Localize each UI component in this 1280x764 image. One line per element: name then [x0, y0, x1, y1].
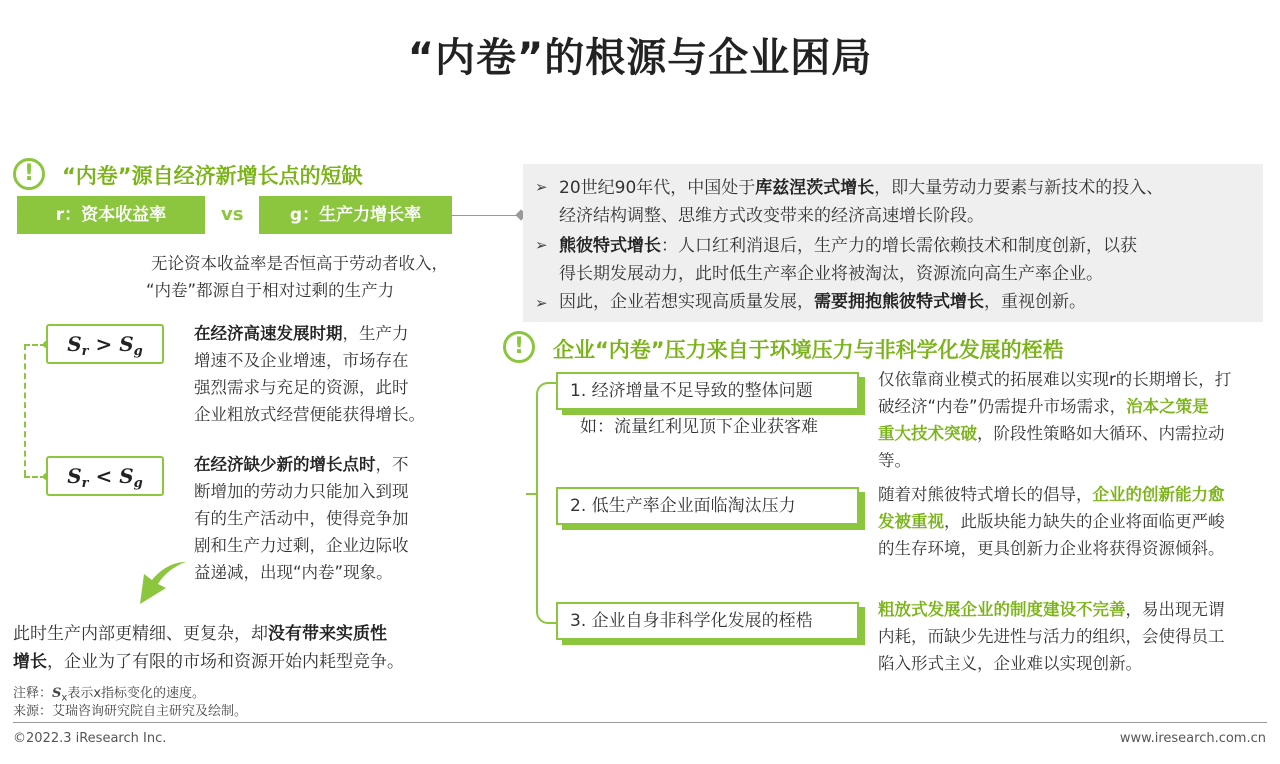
item3-box: 3. 企业自身非科学化发展的桎梏 — [556, 602, 859, 640]
left-section-heading: “内卷”源自经济新增长点的短缺 — [62, 164, 363, 188]
left-conclusion: 此时生产内部更精细、更复杂，却没有带来实质性 增长，企业为了有限的市场和资源开始内耗型竞争。 — [13, 624, 404, 672]
growth-explanation-panel — [523, 164, 1263, 322]
r-label-box: r：资本收益率 — [17, 196, 205, 234]
item1-sub: 如：流量红利见顶下企业获客难 — [580, 417, 818, 437]
summary-line-1: 无论资本收益率是否恒高于劳动者收入， — [151, 254, 448, 273]
footer-copyright: ©2022.3 iResearch Inc. — [13, 731, 167, 746]
items-brace-nub — [526, 493, 538, 495]
bullet-2: 熊彼特式增长：人口红利消退后，生产力的增长需依赖技术和制度创新，以获 得长期发展动力，此时低生产率企业将被淘汰，资源流向高生产率企业。 — [559, 236, 1137, 284]
case1-text: 在经济高速发展时期，生产力 增速不及企业增速，市场存在 强烈需求与充足的资源，此时 企业粗放式经营便能获得增长。 — [194, 324, 425, 424]
item2-box: 2. 低生产率企业面临淘汰压力 — [556, 487, 859, 525]
formula-sr-greater-sg: $S_r > S_g$ — [46, 324, 164, 364]
note-line: 注释：$S_x$表示x指标变化的速度。 — [13, 686, 206, 704]
left-dashed-bracket — [24, 344, 26, 476]
item3-desc: 粗放式发展企业的制度建设不完善，易出现无谓 内耗，而缺少先进性与活力的组织，会使得员工 陷入形式主义，企业难以实现创新。 — [878, 600, 1225, 673]
bullet-1: 20世纪90年代，中国处于库兹涅茨式增长，即大量劳动力要素与新技术的投入、 经济结构调整、思维方式改变带来的经济高速增长阶段。 — [559, 178, 1164, 226]
footer-rule — [13, 722, 1267, 723]
summary-line-2: “内卷”都源自于相对过剩的生产力 — [146, 281, 395, 300]
connector-line — [452, 215, 522, 216]
triangle-bullet-icon: ➢ — [535, 294, 548, 312]
triangle-bullet-icon: ➢ — [535, 178, 548, 196]
vs-label: vs — [221, 204, 244, 225]
left-summary — [98, 250, 448, 304]
exclamation-circle-icon: ! — [503, 331, 535, 363]
page-title: “内卷”的根源与企业困局 — [407, 35, 873, 81]
item1-desc: 仅依靠商业模式的拓展难以实现r的长期增长，打 破经济“内卷”仍需提升市场需求，治本之策是 重大技术突破，阶段性策略如大循环、内需拉动 等。 — [878, 370, 1232, 470]
right-section-heading: 企业“内卷”压力来自于环境压力与非科学化发展的桎梏 — [553, 338, 1064, 362]
bullet-3: 因此，企业若想实现高质量发展，需要拥抱熊彼特式增长，重视创新。 — [559, 292, 1086, 312]
item1-box: 1. 经济增量不足导致的整体问题 — [556, 372, 859, 410]
triangle-bullet-icon: ➢ — [535, 236, 548, 254]
g-label-box: g：生产力增长率 — [259, 196, 452, 234]
exclamation-circle-icon: ! — [13, 158, 45, 190]
item2-desc: 随着对熊彼特式增长的倡导，企业的创新能力愈 发被重视，此版块能力缺失的企业将面临更严峻 的生存环境，更具创新力企业将获得资源倾斜。 — [878, 485, 1225, 558]
formula-sr-less-sg: $S_r < S_g$ — [46, 456, 164, 496]
arrow-down-left-icon — [134, 558, 190, 608]
source-line: 来源：艾瑞咨询研究院自主研究及绘制。 — [13, 704, 248, 719]
footer-website[interactable]: www.iresearch.com.cn — [1119, 731, 1266, 746]
case2-text: 在经济缺少新的增长点时，不 断增加的劳动力只能加入到现 有的生产活动中，使得竞争加 剧和生产力过剩，企业边际收 益递减，出现“内卷”现象。 — [194, 455, 409, 582]
